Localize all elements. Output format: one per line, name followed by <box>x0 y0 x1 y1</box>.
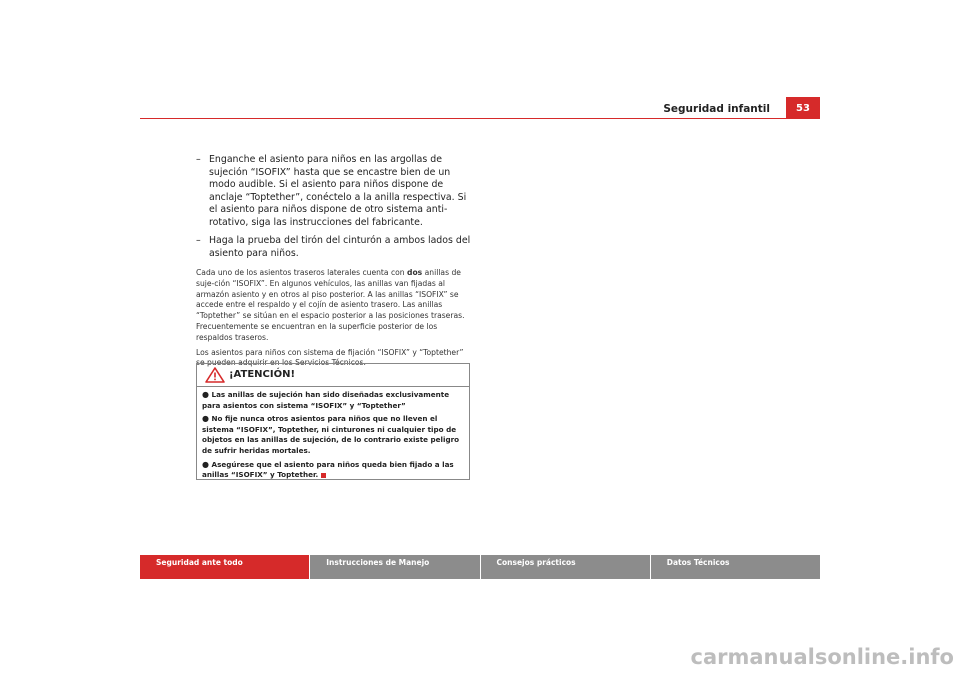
footer-tab-seguridad[interactable]: Seguridad ante todo <box>140 555 309 579</box>
footer-tab-instrucciones[interactable]: Instrucciones de Manejo <box>310 555 479 579</box>
warning-text: No fije nunca otros asientos para niños que no lleven el sistema “ISOFIX”, Toptether, ni cinturones ni cualquier tipo de objetos en las anillas de sujeción, de lo contrario existe peligro de sufrir heridas mortales. <box>202 414 460 455</box>
body-paragraph <box>196 268 472 344</box>
paragraph-text: Cada uno de los asientos traseros laterales cuenta con <box>196 268 408 277</box>
instruction-step <box>196 154 472 229</box>
page-number-badge: 53 <box>786 97 820 119</box>
warning-body <box>197 387 469 481</box>
body-paragraph: Los asientos para niños con sistema de fijación “ISOFIX” y “Toptether” se pueden adquirir en los Servicios Técnicos. <box>196 347 464 368</box>
footer-tab-consejos[interactable]: Consejos prácticos <box>481 555 650 579</box>
warning-item <box>202 414 464 456</box>
step-text: Haga la prueba del tirón del cinturón a ambos lados del asiento para niños. <box>209 235 471 259</box>
warning-text: Asegúrese que el asiento para niños queda bien fijado a las anillas “ISOFIX” y Toptether. <box>202 459 454 480</box>
bullet-icon: ● <box>202 414 209 424</box>
step-marker: – <box>196 235 201 246</box>
section-end-icon <box>321 473 326 478</box>
header-divider <box>140 118 820 119</box>
paragraph-text: anillas de suje-ción “ISOFIX”. En algunos vehículos, las anillas van fijadas al armazón asiento y en otros al piso posterior. A las anillas “ISOFIX” se accede entre el respaldo y el cojín de asiento trasero. Las anillas “Toptether” se sitúan en el espacio posterior a las posiciones traseras. Frecuentemente se encuentran en la superficie posterior de los respaldos traseros. <box>196 268 465 342</box>
warning-header <box>197 364 469 387</box>
page-header-title: Seguridad infantil <box>663 103 770 115</box>
bullet-icon: ● <box>202 390 209 399</box>
step-marker: – <box>196 154 201 165</box>
footer-tab-datos[interactable]: Datos Técnicos <box>651 555 820 579</box>
warning-text: Las anillas de sujeción han sido diseñadas exclusivamente para asientos con sistema “ISOFIX” y “Toptether” <box>202 390 450 410</box>
main-content <box>196 154 472 369</box>
warning-box <box>196 363 470 480</box>
warning-title: ¡ATENCIÓN! <box>229 369 296 380</box>
watermark: carmanualsonline.info <box>690 645 954 669</box>
bullet-icon: ● <box>202 459 209 469</box>
warning-triangle-icon <box>205 367 225 387</box>
warning-item <box>202 460 464 481</box>
step-text: Enganche el asiento para niños en las argollas de sujeción “ISOFIX” hasta que se encastre bien de un modo audible. Si el asiento para niños dispone de anclaje “Toptether”, conéctelo a la anilla respectiva. Si el asiento para niños dispone de otro sistema anti-rotativo, siga las instrucciones del fabricante. <box>209 154 467 228</box>
paragraph-emphasis: dos <box>407 268 423 277</box>
footer-nav <box>140 555 820 579</box>
instruction-step <box>196 235 472 260</box>
warning-item <box>202 390 464 411</box>
